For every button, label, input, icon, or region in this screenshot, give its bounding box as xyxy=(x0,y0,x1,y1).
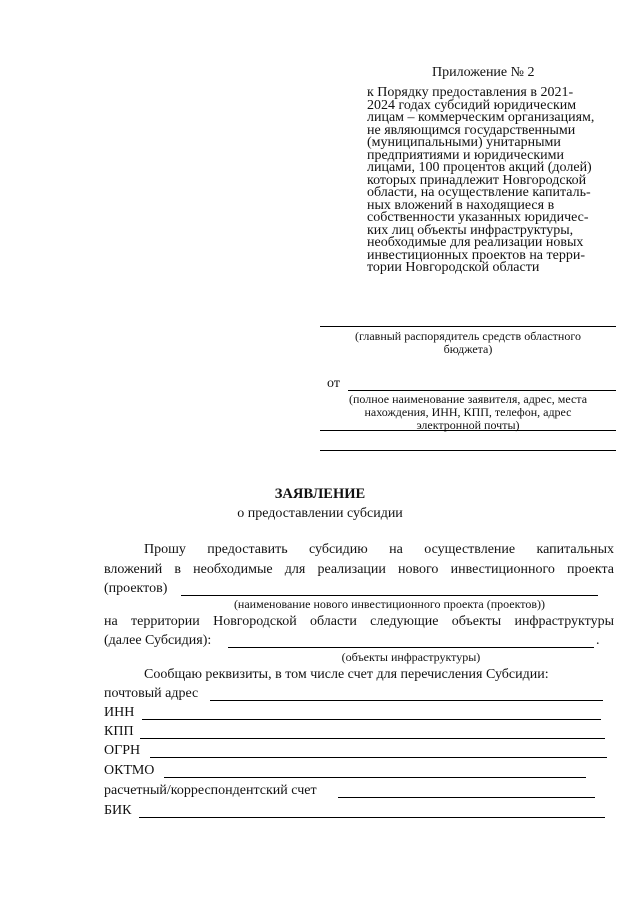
sender-caption-line: нахождения, ИНН, КПП, телефон, адрес xyxy=(364,405,572,419)
annex-line: предприятиями и юридическими xyxy=(367,147,564,163)
annex-line: ких лиц объекты инфраструктуры, xyxy=(367,222,574,238)
sender-caption xyxy=(320,393,616,432)
annex-line: инвестиционных проектов на терри- xyxy=(367,247,586,263)
sender-caption-line: (полное наименование заявителя, адрес, места xyxy=(348,392,588,406)
annex-line: необходимые для реализации новых xyxy=(367,235,584,250)
body-paragraph-line: (далее Субсидия): xyxy=(104,633,212,648)
infrastructure-objects-caption: (объекты инфраструктуры) xyxy=(341,650,481,664)
body-paragraph-line: Прошу предоставить субсидию на осуществление капитальных xyxy=(144,542,614,557)
kpp-label: КПП xyxy=(104,724,134,739)
project-name-caption: (наименование нового инвестиционного проекта (проектов)) xyxy=(233,597,546,611)
account-label: расчетный/корреспондентский счет xyxy=(104,783,317,798)
body-paragraph-line: Сообщаю реквизиты, в том числе счет для перечисления Субсидии: xyxy=(144,667,549,682)
bik-label: БИК xyxy=(104,803,132,818)
annex-line: собственности указанных юридичес- xyxy=(367,210,589,225)
ogrn-field[interactable] xyxy=(150,757,607,758)
kpp-field[interactable] xyxy=(140,738,605,739)
account-field[interactable] xyxy=(338,797,595,798)
sentence-end: . xyxy=(596,633,600,648)
sender-prefix: от xyxy=(327,376,340,391)
addressee-line[interactable] xyxy=(320,326,616,327)
annex-line: к Порядку предоставления в 2021- xyxy=(367,85,574,100)
addressee-caption-line: бюджета) xyxy=(443,342,493,356)
addressee-caption xyxy=(320,330,616,356)
annex-line: которых принадлежит Новгородской xyxy=(367,172,587,188)
annex-line: лицами, 100 процентов акций (долей) xyxy=(367,160,592,175)
annex-title: Приложение № 2 xyxy=(432,65,535,80)
infrastructure-objects-field[interactable] xyxy=(228,647,594,648)
oktmo-field[interactable] xyxy=(164,777,586,778)
sender-caption-line: электронной почты) xyxy=(416,418,520,432)
body-paragraph-line: вложений в необходимые для реализации нового инвестиционного проекта xyxy=(104,562,614,577)
sender-line[interactable] xyxy=(348,390,616,391)
project-name-field[interactable] xyxy=(181,595,598,596)
inn-label: ИНН xyxy=(104,705,135,720)
inn-field[interactable] xyxy=(142,719,601,720)
sender-line-2[interactable] xyxy=(320,430,616,431)
document-subtitle: о предоставлении субсидии xyxy=(237,506,403,521)
bik-field[interactable] xyxy=(139,817,605,818)
document-title: ЗАЯВЛЕНИЕ xyxy=(274,486,366,502)
body-paragraph-line: на территории Новгородской области следующие объекты инфраструктуры xyxy=(104,614,614,629)
body-paragraph-line: (проектов) xyxy=(104,581,168,596)
sender-line-3[interactable] xyxy=(320,450,616,451)
annex-line: тории Новгородской области xyxy=(367,260,540,275)
annex-text xyxy=(367,87,594,275)
annex-line: лицам – коммерческим организациям, xyxy=(367,110,595,125)
postal-address-label: почтовый адрес xyxy=(104,686,199,701)
annex-line: области, на осуществление капиталь- xyxy=(367,185,591,200)
annex-line: 2024 годах субсидий юридическим xyxy=(367,97,577,113)
postal-address-field[interactable] xyxy=(210,700,603,701)
ogrn-label: ОГРН xyxy=(104,743,141,758)
annex-line: ных вложений в находящиеся в xyxy=(367,197,555,213)
annex-line: не являющимся государственными xyxy=(367,122,576,138)
oktmo-label: ОКТМО xyxy=(104,763,155,778)
addressee-caption-line: (главный распорядитель средств областного xyxy=(355,329,581,343)
annex-line: (муниципальными) унитарными xyxy=(367,135,561,150)
